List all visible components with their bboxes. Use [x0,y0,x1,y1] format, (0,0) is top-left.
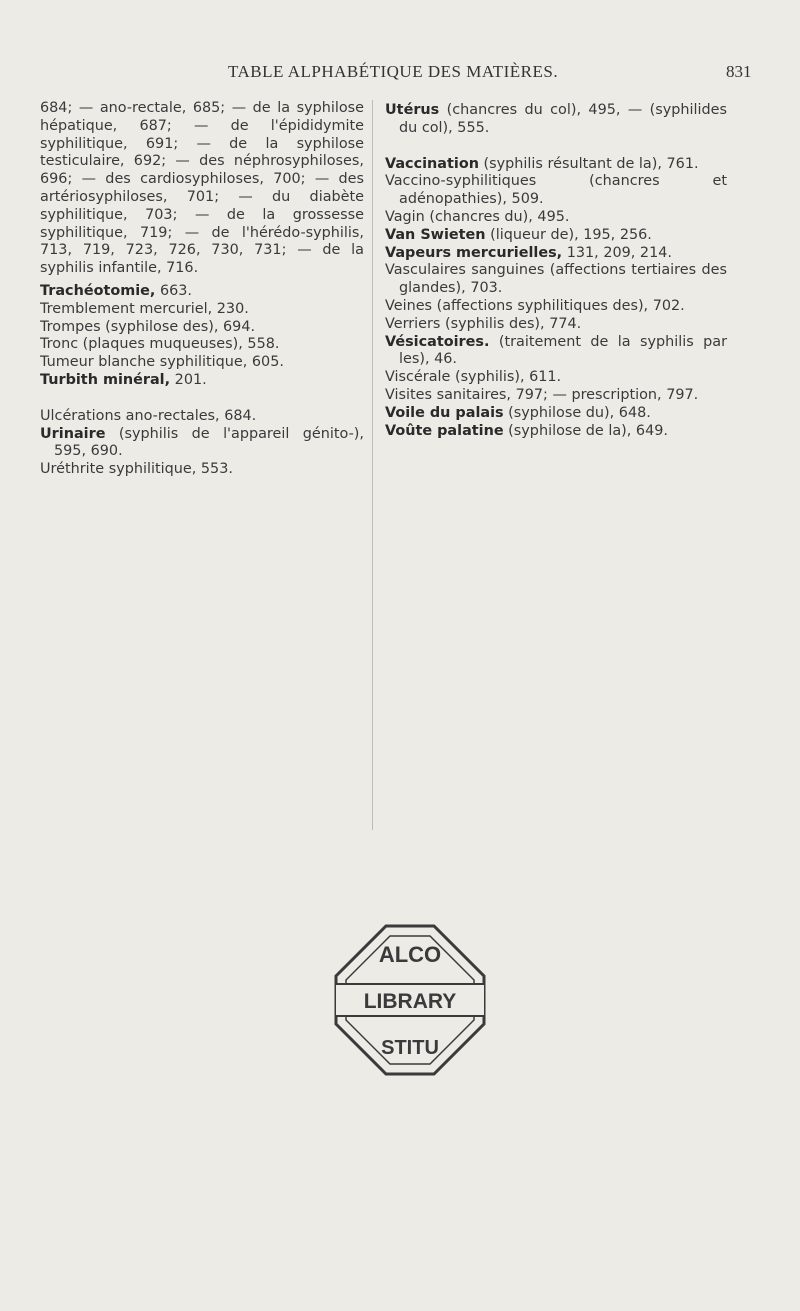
entry-text: (syphilose de la), 649. [503,422,668,439]
entry-text: 663. [155,282,193,299]
index-entry-vesicatoires [385,334,727,370]
index-entry-urinaire [40,426,364,462]
index-entry-continuation: 684; — ano-rectale, 685; — de la syphilose hépatique, 687; — de l'épididymite syphilitique, 691; — de la syphilose testiculaire, 692; — des néphrosyphiloses, 696; — des cardiosyphiloses, 700; — des artériosyphiloses, 701; — du diabète syphilitique, 703; — de la grossesse syphilitique, 719; — de l'hérédo-syphilis, 713, 719, 723, 726, 730, 731; — de la syphilis infantile, 716. [40,100,364,277]
index-entry-verriers: Verriers (syphilis des), 774. [385,315,582,332]
seal-bottom-text: STITU [381,1037,439,1059]
index-entry-urethrite: Uréthrite syphilitique, 553. [40,461,233,478]
index-entry-veines: Veines (affections syphilitiques des), 702. [385,297,685,314]
entry-head: Trachéotomie, [40,282,156,299]
index-entry-ulcerations: Ulcérations ano-rectales, 684. [40,407,257,424]
index-entry-vaccino: Vaccino-syphilitiques (chancres et adénopathies), 509. [385,173,727,208]
page-header-title: TABLE ALPHABÉTIQUE DES MATIÈRES. [228,62,559,81]
index-entry-trompes: Trompes (syphilose des), 694. [40,318,256,335]
entry-head: Van Swieten [385,226,486,243]
index-entry-tumeur: Tumeur blanche syphilitique, 605. [40,354,284,371]
library-stamp-seal [330,920,490,1080]
entry-text: (chancres du col), 495, — (syphilides du col), 555. [399,102,727,136]
seal-middle-text: LIBRARY [363,990,457,1013]
entry-head: Urinaire [40,425,106,442]
index-entry-uterus [385,102,727,138]
entry-head: Vapeurs mercurielles, [385,244,563,261]
index-entry-tremblement: Tremblement mercuriel, 230. [40,300,249,317]
entry-text: (syphilose du), 648. [503,404,651,421]
index-entry-visites: Visites sanitaires, 797; — prescription, 797. [385,386,699,403]
column-divider [372,100,373,830]
entry-head: Turbith minéral, [40,371,171,388]
index-entry-vagin: Vagin (chancres du), 495. [385,208,570,225]
entry-text: (traitement de la syphilis par les), 46. [399,333,727,368]
entry-text: 131, 209, 214. [562,244,672,261]
left-column [40,100,364,479]
index-entry-viscerale: Viscérale (syphilis), 611. [385,369,562,386]
page-number: 831 [726,62,752,81]
entry-text: 201. [170,371,207,388]
index-entry-vasculaires: Vasculaires sanguines (affections tertiaires des glandes), 703. [385,262,727,297]
index-entry-voute [385,423,727,441]
index-entry-vapeurs [385,245,727,263]
seal-top-text: ALCO [378,942,442,967]
index-entry-tronc: Tronc (plaques muqueuses), 558. [40,336,280,353]
index-entry-voile [385,405,727,423]
index-entry-tracheotomie [40,283,364,301]
entry-text: (liqueur de), 195, 256. [485,226,652,243]
entry-head: Voûte palatine [385,422,504,439]
entry-text: (syphilis de l'appareil génito-), 595, 690. [54,425,364,460]
entry-head: Utérus [385,102,440,118]
running-header [0,62,800,86]
right-column [385,102,727,440]
index-entry-vaccination [385,156,727,174]
entry-head: Vésicatoires. [385,333,490,350]
index-entry-van-swieten [385,227,727,245]
index-entry-turbith [40,372,364,390]
entry-head: Vaccination [385,155,479,172]
entry-head: Voile du palais [385,404,504,421]
entry-text: (syphilis résultant de la), 761. [478,155,699,172]
